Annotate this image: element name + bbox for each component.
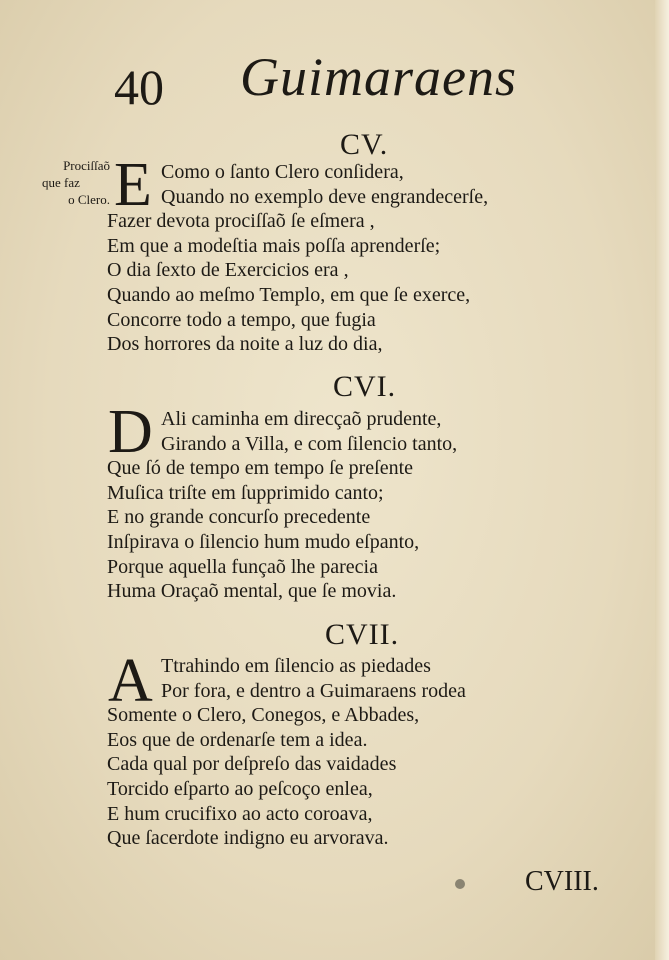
verse-line: Somente o Clero, Conegos, e Abbades, [107,704,420,727]
drop-cap-a: A [108,647,153,715]
verse-line: Concorre todo a tempo, que fugia [107,308,376,331]
verse-line: Como o ſanto Clero conſidera, [161,161,404,183]
verse-line: Inſpirava o ſilencio hum mudo eſpanto, [107,530,420,553]
verse-line: Girando a Villa, e com ſilencio tanto, [161,432,458,455]
verse-line: Huma Oraçaõ mental, que ſe movia. [107,580,397,603]
verse-line: Dos horrores da noite a luz do dia, [107,333,383,356]
margin-note-line: que faz [42,175,80,190]
page-header [110,38,630,118]
verse-line: Em que a modeſtia mais poſſa aprenderſe; [107,234,441,257]
verse-line: Quando no exemplo deve engrandecerſe, [161,185,489,208]
verse-line: Ttrahindo em ſilencio as piedades [161,655,431,677]
verse-line: Fazer devota prociſſaõ ſe eſmera , [107,210,375,233]
stanza-number-cv: CV. [340,128,389,161]
verse-line: Por fora, e dentro a Guimaraens rodea [161,679,466,702]
verse-line: Cada qual por deſpreſo das vaidades [107,753,397,776]
stanza-cv [107,160,488,357]
verse-line: Que ſó de tempo em tempo ſe preſente [107,457,414,480]
verse-line: Ali caminha em direcçaõ prudente, [161,408,442,430]
margin-note [38,157,110,208]
verse-line: Torcido eſparto ao peſcoço enlea, [107,777,373,800]
drop-cap-e: E [114,151,152,219]
page-edge [655,0,669,960]
verse-line: Porque aquella funçaõ lhe parecia [107,555,378,578]
margin-note-line: Prociſſaõ [63,158,110,173]
verse-line: E no grande concurſo precedente [107,506,371,529]
page-number: 40 [114,59,164,115]
verse-line: Eos que de ordenarſe tem a idea. [107,728,368,751]
drop-cap-d: D [108,398,153,466]
stanza-number-cvi: CVI. [333,370,397,403]
verse-line: Que ſacerdote indigno eu arvorava. [107,827,389,850]
stanza-number-cvii: CVII. [325,618,400,651]
running-head: Guimaraens [240,47,517,107]
verse-line: O dia ſexto de Exercicios era , [107,259,349,282]
verse-line: Quando ao meſmo Templo, em que ſe exerce, [107,283,471,306]
stanza-cvi [107,407,457,604]
catchword: CVIII. [525,866,599,897]
verse-line: E hum crucifixo ao acto coroava, [107,802,373,825]
margin-note-line: o Clero. [68,192,110,207]
ink-spot [455,879,465,889]
verse-line: Muſica triſte em ſupprimido canto; [107,481,384,504]
stanza-cvii [107,654,466,851]
